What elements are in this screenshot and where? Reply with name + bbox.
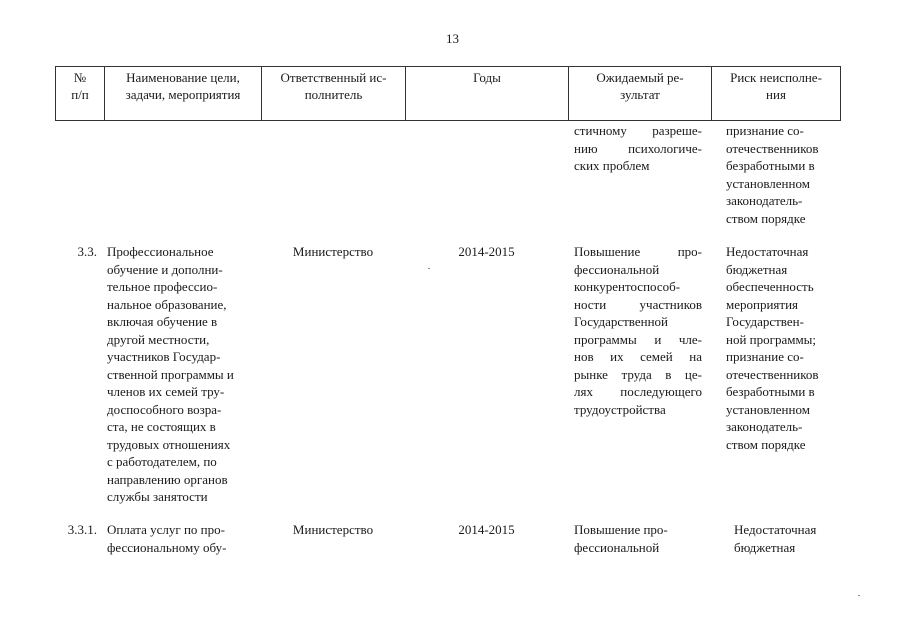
row-3-3-1-responsible: Министерство (292, 522, 374, 537)
row-3-3-1-result (574, 521, 702, 556)
header-result (569, 67, 712, 120)
row-3-3-risk-line: установленном (726, 401, 810, 417)
continuation-risk-line: безработными в (726, 158, 815, 173)
row-3-3-result-line: Повышение про- (574, 244, 702, 259)
continuation-result-line: ских проблем (574, 158, 650, 173)
header-num (56, 67, 105, 120)
row-3-3-result-line: ности участников (574, 296, 702, 312)
row-3-3-name-line: трудовых отношениях (107, 436, 231, 452)
row-3-3-1-risk (734, 521, 846, 556)
row-3-3-name-line: ста, не состоящих в (107, 419, 216, 434)
header-responsible-line-1: Ответственный ис- (280, 70, 387, 85)
row-3-3-risk-line: законодатель- (726, 419, 803, 434)
row-3-3-1-years: 2014-2015 (458, 522, 515, 537)
row-3-3-name-line: службы занятости (107, 489, 208, 504)
activities-table (55, 66, 841, 555)
header-years (406, 67, 569, 120)
row-3-3-name-line: Профессиональное (107, 244, 214, 259)
row-3-3-name (107, 243, 264, 506)
header-risk-line-1: Риск неисполне- (730, 70, 822, 85)
header-name-line-2: задачи, мероприятия (125, 87, 241, 102)
continuation-risk-line: признание со- (726, 123, 804, 138)
row-3-3-risk-line: Государствен- (726, 314, 804, 329)
row-3-3-name-line: участников Государ- (107, 349, 221, 364)
row-3-3-1-name (107, 521, 264, 556)
row-3-3-result-line: рынке труда в це- (574, 366, 702, 382)
row-3-3-name-line: направлению органов (107, 471, 228, 487)
row-3-3-1-risk-line: Недостаточная (734, 522, 817, 537)
row-3-3-name-line: обучение и дополни- (107, 261, 223, 277)
row-3-3-name-line: с работодателем, по (107, 454, 217, 469)
row-3-3-risk-line: безработными в (726, 384, 815, 399)
row-3-3-result-line: лях последующего (574, 384, 702, 399)
header-years-line-1: Годы (473, 70, 501, 85)
row-3-3-name-line: включая обучение в (107, 314, 218, 329)
row-3-3-risk-line: Недостаточная (726, 244, 809, 259)
row-3-3-result-line: программы и чле- (574, 331, 702, 347)
row-3-3-risk-line: мероприятия (726, 296, 799, 312)
header-result-line-2: зультат (620, 87, 660, 102)
scan-speck (428, 268, 430, 269)
row-3-3-risk (726, 243, 838, 453)
row-3-3-1-num: 3.3.1. (67, 522, 97, 537)
row-3-3-result-line: фессиональной (574, 261, 660, 277)
row-3-3-result (574, 243, 702, 418)
header-risk (712, 67, 840, 120)
row-3-3-1-name-line: фессиональному обу- (107, 539, 227, 555)
continuation-risk-line: установленном (726, 175, 810, 191)
header-name (105, 67, 262, 120)
continuation-result (574, 122, 702, 175)
row-3-3-risk-line: бюджетная (726, 261, 788, 277)
row-3-3-result-line: нов их семей на (574, 349, 702, 364)
row-3-3-1-result-line: Повышение про- (574, 522, 668, 537)
row-3-3-name-line: тельное профессио- (107, 279, 218, 294)
continuation-risk-line: отечественников (726, 140, 819, 156)
continuation-risk (726, 122, 838, 227)
row-3-3-responsible: Министерство (292, 244, 374, 259)
row-3-3-result-line: конкурентоспособ- (574, 279, 681, 294)
header-risk-line-2: ния (766, 87, 786, 102)
table-row-3-3-1 (55, 521, 841, 561)
row-3-3-risk-line: обеспеченность (726, 279, 814, 294)
row-3-3-risk-line: ством порядке (726, 436, 806, 452)
continuation-result-line: стичному разреше- (574, 123, 702, 138)
row-3-3-name-line: членов их семей тру- (107, 384, 225, 399)
row-3-3-name-line: нальное образование, (107, 296, 227, 312)
header-responsible (262, 67, 406, 120)
header-result-line-1: Ожидаемый ре- (596, 70, 684, 85)
row-3-3-1-risk-line: бюджетная (734, 539, 796, 555)
header-responsible-line-2: полнитель (304, 87, 363, 102)
row-3-3-result-line: Государственной (574, 314, 669, 329)
continuation-risk-line: законодатель- (726, 193, 803, 208)
row-3-3-years: 2014-2015 (458, 244, 515, 259)
header-name-line-1: Наименование цели, (126, 70, 240, 85)
continuation-risk-line: ством порядке (726, 210, 806, 226)
row-3-3-name-line: другой местности, (107, 331, 210, 347)
continuation-result-line: нию психологиче- (574, 140, 702, 156)
row-3-3-1-result-line: фессиональной (574, 539, 660, 555)
header-num-line-1: № (73, 70, 87, 85)
row-3-3-1-name-line: Оплата услуг по про- (107, 522, 225, 537)
table-row-continuation (55, 122, 841, 232)
row-3-3-risk-line: ной программы; (726, 331, 817, 347)
row-3-3-name-line: ственной программы и (107, 366, 234, 382)
scan-speck (858, 595, 860, 596)
row-3-3-risk-line: признание со- (726, 349, 804, 364)
table-header (55, 66, 841, 121)
table-row-3-3 (55, 243, 841, 508)
row-3-3-num: 3.3. (77, 244, 97, 259)
page-number: 13 (446, 31, 459, 46)
header-num-line-2: п/п (71, 87, 89, 102)
row-3-3-result-line: трудоустройства (574, 401, 666, 417)
row-3-3-name-line: доспособного возра- (107, 401, 222, 417)
row-3-3-risk-line: отечественников (726, 366, 819, 382)
